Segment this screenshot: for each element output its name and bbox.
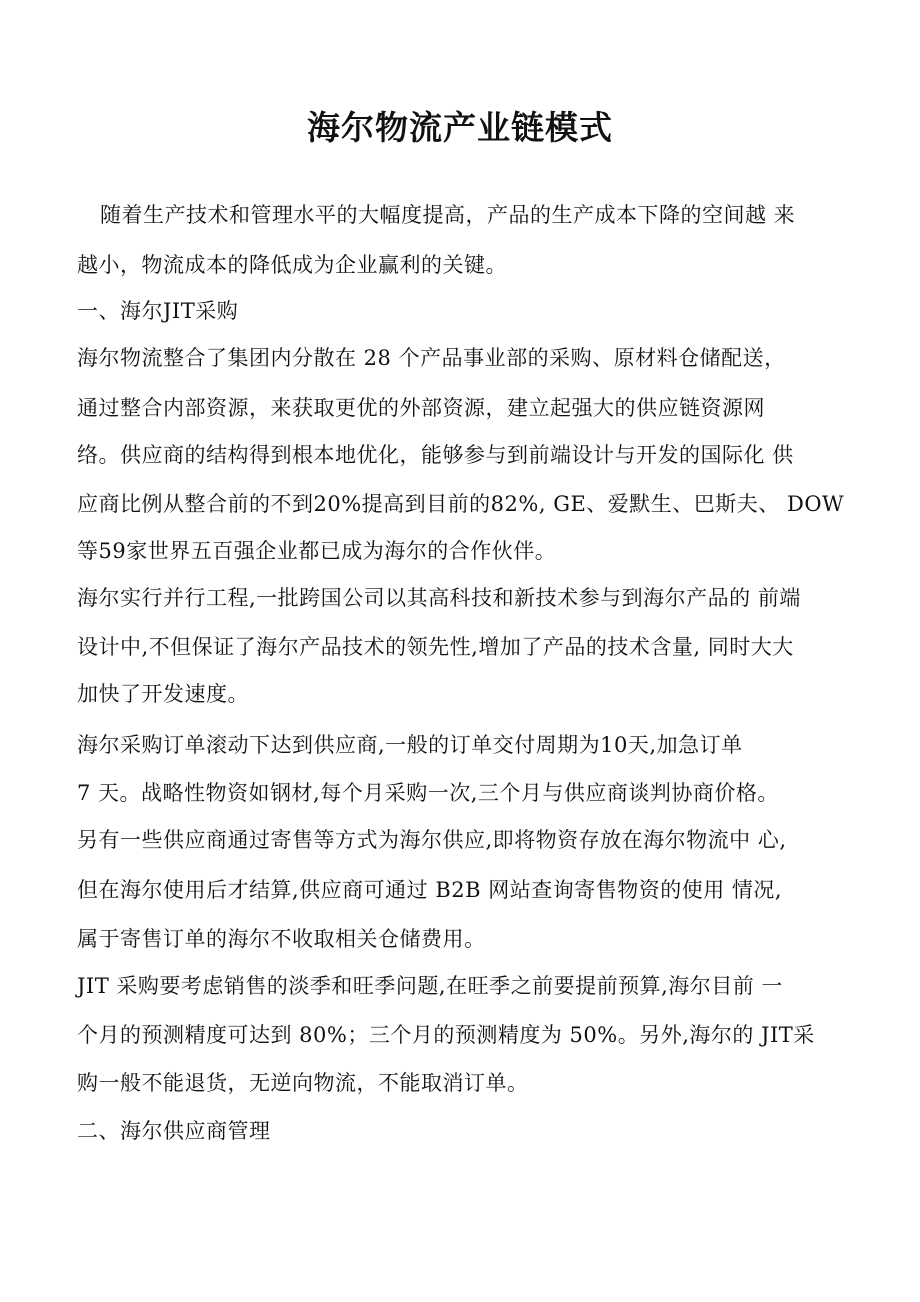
paragraph-line: 但在海尔使用后才结算,供应商可通过 B2B 网站查询寄售物资的使用 情况,	[77, 878, 783, 902]
paragraph-line: 等59家世界五百强企业都已成为海尔的合作伙伴。	[77, 539, 557, 563]
paragraph-line: 购一般不能退货，无逆向物流，不能取消订单。	[77, 1071, 529, 1095]
paragraph-line: JIT 采购要考虑销售的淡季和旺季问题,在旺季之前要提前预算,海尔目前 一	[77, 974, 783, 998]
paragraph-line: 通过整合内部资源，来获取更优的外部资源，建立起强大的供应链资源网	[77, 396, 765, 420]
paragraph-line: 个月的预测精度可达到 80%；三个月的预测精度为 50%。另外,海尔的 JIT采	[77, 1023, 815, 1047]
paragraph-line: 另有一些供应商通过寄售等方式为海尔供应,即将物资存放在海尔物流中 心,	[77, 828, 787, 852]
paragraph-line: 应商比例从整合前的不到20%提高到目前的82%, GE、爱默生、巴斯夫、 DOW	[77, 492, 845, 516]
paragraph-line: 海尔物流整合了集团内分散在 28 个产品事业部的采购、原材料仓储配送，	[77, 346, 786, 370]
paragraph-line: 属于寄售订单的海尔不收取相关仓储费用。	[77, 927, 486, 951]
paragraph-line: 海尔实行并行工程,一批跨国公司以其高科技和新技术参与到海尔产品的 前端	[77, 586, 801, 610]
paragraph-line: 海尔采购订单滚动下达到供应商,一般的订单交付周期为10天,加急订单	[77, 733, 743, 757]
section-heading: 一、海尔JIT采购	[77, 299, 239, 323]
paragraph-line: 加快了开发速度。	[77, 682, 249, 706]
paragraph-line: 越小，物流成本的降低成为企业赢利的关键。	[77, 253, 507, 277]
document-title: 海尔物流产业链模式	[307, 108, 613, 147]
section-heading: 二、海尔供应商管理	[77, 1119, 271, 1143]
paragraph-line: 随着生产技术和管理水平的大幅度提高，产品的生产成本下降的空间越 来	[100, 203, 796, 227]
paragraph-line: 络。供应商的结构得到根本地优化，能够参与到前端设计与开发的国际化 供	[77, 443, 794, 467]
paragraph-line: 设计中,不但保证了海尔产品技术的领先性,增加了产品的技术含量, 同时大大	[77, 635, 794, 659]
paragraph-line: 7 天。战略性物资如钢材,每个月采购一次,三个月与供应商谈判协商价格。	[77, 781, 779, 805]
